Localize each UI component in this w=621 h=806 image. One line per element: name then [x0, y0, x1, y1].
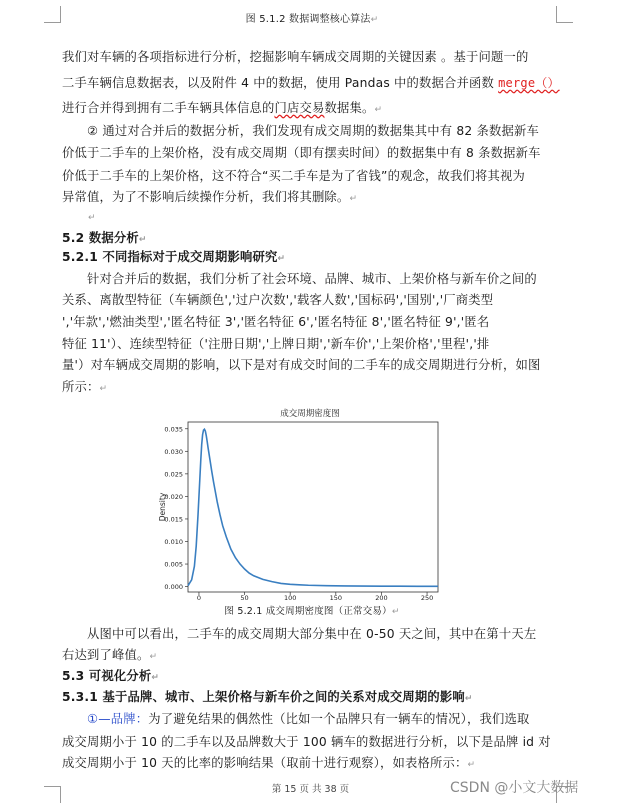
p5-line2: 成交周期小于 10 的二手车以及品牌数大于 100 辆车的数据进行分析，以下是品牌 id 对: [62, 735, 551, 749]
p3-line4: 特征 11'）、连续型特征（'注册日期','上牌日期','新车价','上架价格','里程','排: [62, 337, 490, 351]
p4-line1: 从图中可以看出，二手车的成交周期大部分集中在 0-50 天之间，其中在第十天左: [87, 627, 537, 641]
y-axis-label: Density: [158, 492, 167, 522]
p2-line2: 价低于二手车的上架价格，没有成交周期（即有摆卖时间）的数据集中有 8 条数据新车: [62, 146, 541, 160]
heading-5-3: 5.3 可视化分析↵: [62, 669, 160, 683]
empty-paragraph-mark: ↵: [88, 213, 96, 223]
p3-line2: 关系、离散型特征（车辆颜色','过户次数','载客人数','国标码','国别','厂商类型: [62, 293, 494, 307]
heading-5-2-1: 5.2.1 不同指标对于成交周期影响研究↵: [62, 250, 286, 264]
brand-label: ①—品牌：: [87, 712, 149, 726]
merge-code: merge（）: [498, 76, 560, 90]
p2-line1: ② 通过对合并后的数据分析，我们发现有成交周期的数据集其中有 82 条数据新车: [87, 124, 539, 138]
x-tick-label: 0: [196, 593, 202, 602]
crop-mark-top-left: [44, 6, 61, 23]
y-tick-label: 0.010: [164, 537, 183, 546]
page-footer: 第 15 页 共 38 页: [271, 784, 350, 795]
x-tick-label: 50: [240, 593, 249, 602]
x-tick-label: 200: [375, 593, 388, 602]
p3-line5: 量'）对车辆成交周期的影响，以下是对有成交时间的二手车的成交周期进行分析，如图: [62, 358, 541, 372]
y-tick-label: 0.015: [164, 515, 183, 524]
x-tick-label: 100: [283, 593, 297, 602]
p2-line4: 异常值，为了不影响后续操作分析，我们将其删除。↵: [62, 190, 358, 204]
x-tick-label: 250: [420, 593, 434, 602]
p3-line6: 所示：↵: [62, 380, 108, 394]
y-tick-label: 0.020: [164, 492, 183, 501]
density-chart: [156, 405, 446, 602]
heading-5-3-1: 5.3.1 基于品牌、城市、上架价格与新车价之间的关系对成交周期的影响↵: [62, 690, 473, 704]
p1-line2: 二手车辆信息数据表，以及附件 4 中的数据，使用 Pandas 中的数据合并函数 merge（）: [62, 76, 560, 90]
y-tick-label: 0.035: [164, 425, 183, 434]
x-tick-label: 150: [329, 593, 343, 602]
chart-title: 成交周期密度图: [280, 409, 340, 419]
heading-5-2: 5.2 数据分析↵: [62, 231, 147, 245]
p1-line3: 进行合并得到拥有二手车辆具体信息的门店交易数据集。↵: [62, 101, 383, 115]
csdn-watermark: CSDN @小文大数据: [450, 780, 579, 796]
p3-line3: ','年款','燃油类型','匿名特征 3','匿名特征 6','匿名特征 8','匿名特征 9','匿名: [62, 315, 490, 329]
p3-line1: 针对合并后的数据，我们分析了社会环境、品牌、城市、上架价格与新车价之间的: [87, 272, 537, 286]
p4-line2: 右达到了峰值。↵: [62, 648, 158, 662]
p1-line1: 我们对车辆的各项指标进行分析，挖掘影响车辆成交周期的关键因素 。基于问题一的: [62, 50, 529, 64]
y-tick-label: 0.030: [164, 447, 183, 456]
figure-caption: 图 5.2.1 成交周期密度图（正常交易）↵: [224, 606, 400, 617]
p2-line3: 价低于二手车的上架价格，这不符合“买二手车是为了省钱”的观念，故我们将其视为: [62, 169, 526, 183]
top-figure-caption: 图 5.1.2 数据调整核心算法↵: [245, 14, 379, 25]
y-tick-label: 0.005: [164, 560, 183, 569]
p5-line3: 成交周期小于 10 天的比率的影响结果（取前十进行观察），如表格所示：↵: [62, 756, 476, 770]
y-tick-label: 0.025: [164, 470, 183, 479]
p5-line1: ①—品牌：为了避免结果的偶然性（比如一个品牌只有一辆车的情况），我们选取: [87, 712, 530, 726]
y-tick-label: 0.000: [164, 583, 183, 592]
plot-frame: [188, 422, 438, 592]
